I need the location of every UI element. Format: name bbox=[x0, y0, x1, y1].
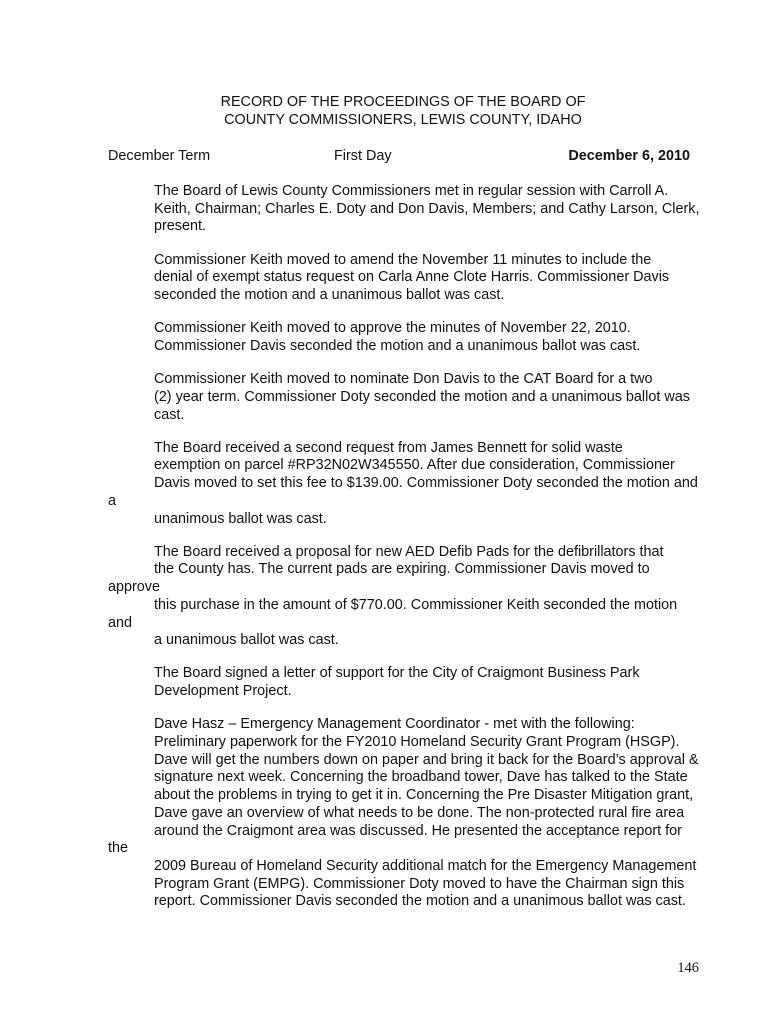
page-number: 146 bbox=[677, 960, 699, 976]
session-info-row bbox=[108, 148, 690, 166]
paragraph-line: a unanimous ballot was cast. bbox=[154, 632, 339, 649]
paragraph-approve-minutes bbox=[108, 320, 700, 355]
paragraph-line: The Board signed a letter of support for the City of Craigmont Business Park bbox=[154, 665, 640, 682]
paragraph-line: unanimous ballot was cast. bbox=[154, 510, 327, 527]
paragraph-solid-waste bbox=[108, 440, 700, 529]
session-date: December 6, 2010 bbox=[568, 148, 690, 164]
minutes-body bbox=[108, 183, 700, 927]
paragraph-line: this purchase in the amount of $770.00. Commissioner Keith seconded the motion and bbox=[108, 596, 678, 631]
paragraph-line: the County has. The current pads are expiring. Commissioner Davis moved to approve bbox=[108, 561, 650, 596]
paragraph-line: Dave Hasz – Emergency Management Coordinator - met with the following: bbox=[154, 716, 635, 733]
day-label: First Day bbox=[334, 148, 392, 164]
paragraph-line: about the problems in trying to get it in. Concerning the Pre Disaster Mitigation grant, bbox=[154, 787, 694, 804]
paragraph-line: Preliminary paperwork for the FY2010 Homeland Security Grant Program (HSGP). bbox=[154, 734, 680, 751]
paragraph-line: around the Craigmont area was discussed. He presented the acceptance report for the bbox=[108, 822, 682, 857]
paragraph-line: Dave gave an overview of what needs to be done. The non-protected rural fire area bbox=[154, 804, 685, 821]
paragraph-line: denial of exempt status request on Carla Anne Clote Harris. Commissioner Davis bbox=[154, 269, 670, 286]
paragraph-aed-pads bbox=[108, 544, 700, 650]
paragraph-line: Development Project. bbox=[154, 683, 292, 700]
paragraph-line: Commissioner Keith moved to amend the November 11 minutes to include the bbox=[154, 251, 652, 268]
title-line-2: COUNTY COMMISSIONERS, LEWIS COUNTY, IDAHO bbox=[224, 112, 582, 128]
title-line-1: RECORD OF THE PROCEEDINGS OF THE BOARD OF bbox=[220, 94, 586, 110]
paragraph-cat-board bbox=[108, 371, 700, 424]
paragraph-line: (2) year term. Commissioner Doty seconded the motion and a unanimous ballot was bbox=[154, 388, 690, 405]
paragraph-line: report. Commissioner Davis seconded the motion and a unanimous ballot was cast. bbox=[154, 893, 686, 910]
paragraph-line: Commissioner Keith moved to nominate Don Davis to the CAT Board for a two bbox=[154, 371, 653, 388]
paragraph-line: Commissioner Davis seconded the motion and a unanimous ballot was cast. bbox=[154, 337, 641, 354]
paragraph-line: Dave will get the numbers down on paper and bring it back for the Board’s approval & bbox=[154, 751, 699, 768]
paragraph-support-letter bbox=[108, 665, 700, 700]
paragraph-attendance bbox=[108, 183, 700, 236]
document-title bbox=[108, 93, 698, 129]
paragraph-emergency-management bbox=[108, 716, 700, 911]
paragraph-line: signature next week. Concerning the broadband tower, Dave has talked to the State bbox=[154, 769, 688, 786]
term-label: December Term bbox=[108, 148, 211, 164]
paragraph-line: The Board received a second request from James Bennett for solid waste bbox=[154, 439, 623, 456]
paragraph-line: Commissioner Keith moved to approve the minutes of November 22, 2010. bbox=[154, 320, 631, 337]
paragraph-line: The Board received a proposal for new AED Defib Pads for the defibrillators that bbox=[154, 543, 664, 560]
paragraph-line: exemption on parcel #RP32N02W345550. After due consideration, Commissioner bbox=[154, 457, 675, 474]
paragraph-line: Program Grant (EMPG). Commissioner Doty moved to have the Chairman sign this bbox=[154, 875, 685, 892]
paragraph-line: 2009 Bureau of Homeland Security additional match for the Emergency Management bbox=[154, 858, 697, 874]
paragraph-line: seconded the motion and a unanimous ballot was cast. bbox=[154, 287, 505, 304]
paragraph-line: The Board of Lewis County Commissioners met in regular session with Carroll A. bbox=[154, 183, 669, 199]
paragraph-line: Davis moved to set this fee to $139.00. Commissioner Doty seconded the motion and a bbox=[108, 475, 698, 509]
paragraph-line: Keith, Chairman; Charles E. Doty and Don Davis, Members; and Cathy Larson, Clerk, bbox=[154, 200, 700, 217]
paragraph-line: present. bbox=[154, 218, 206, 235]
paragraph-amend-minutes bbox=[108, 252, 700, 305]
paragraph-line: cast. bbox=[154, 406, 185, 423]
